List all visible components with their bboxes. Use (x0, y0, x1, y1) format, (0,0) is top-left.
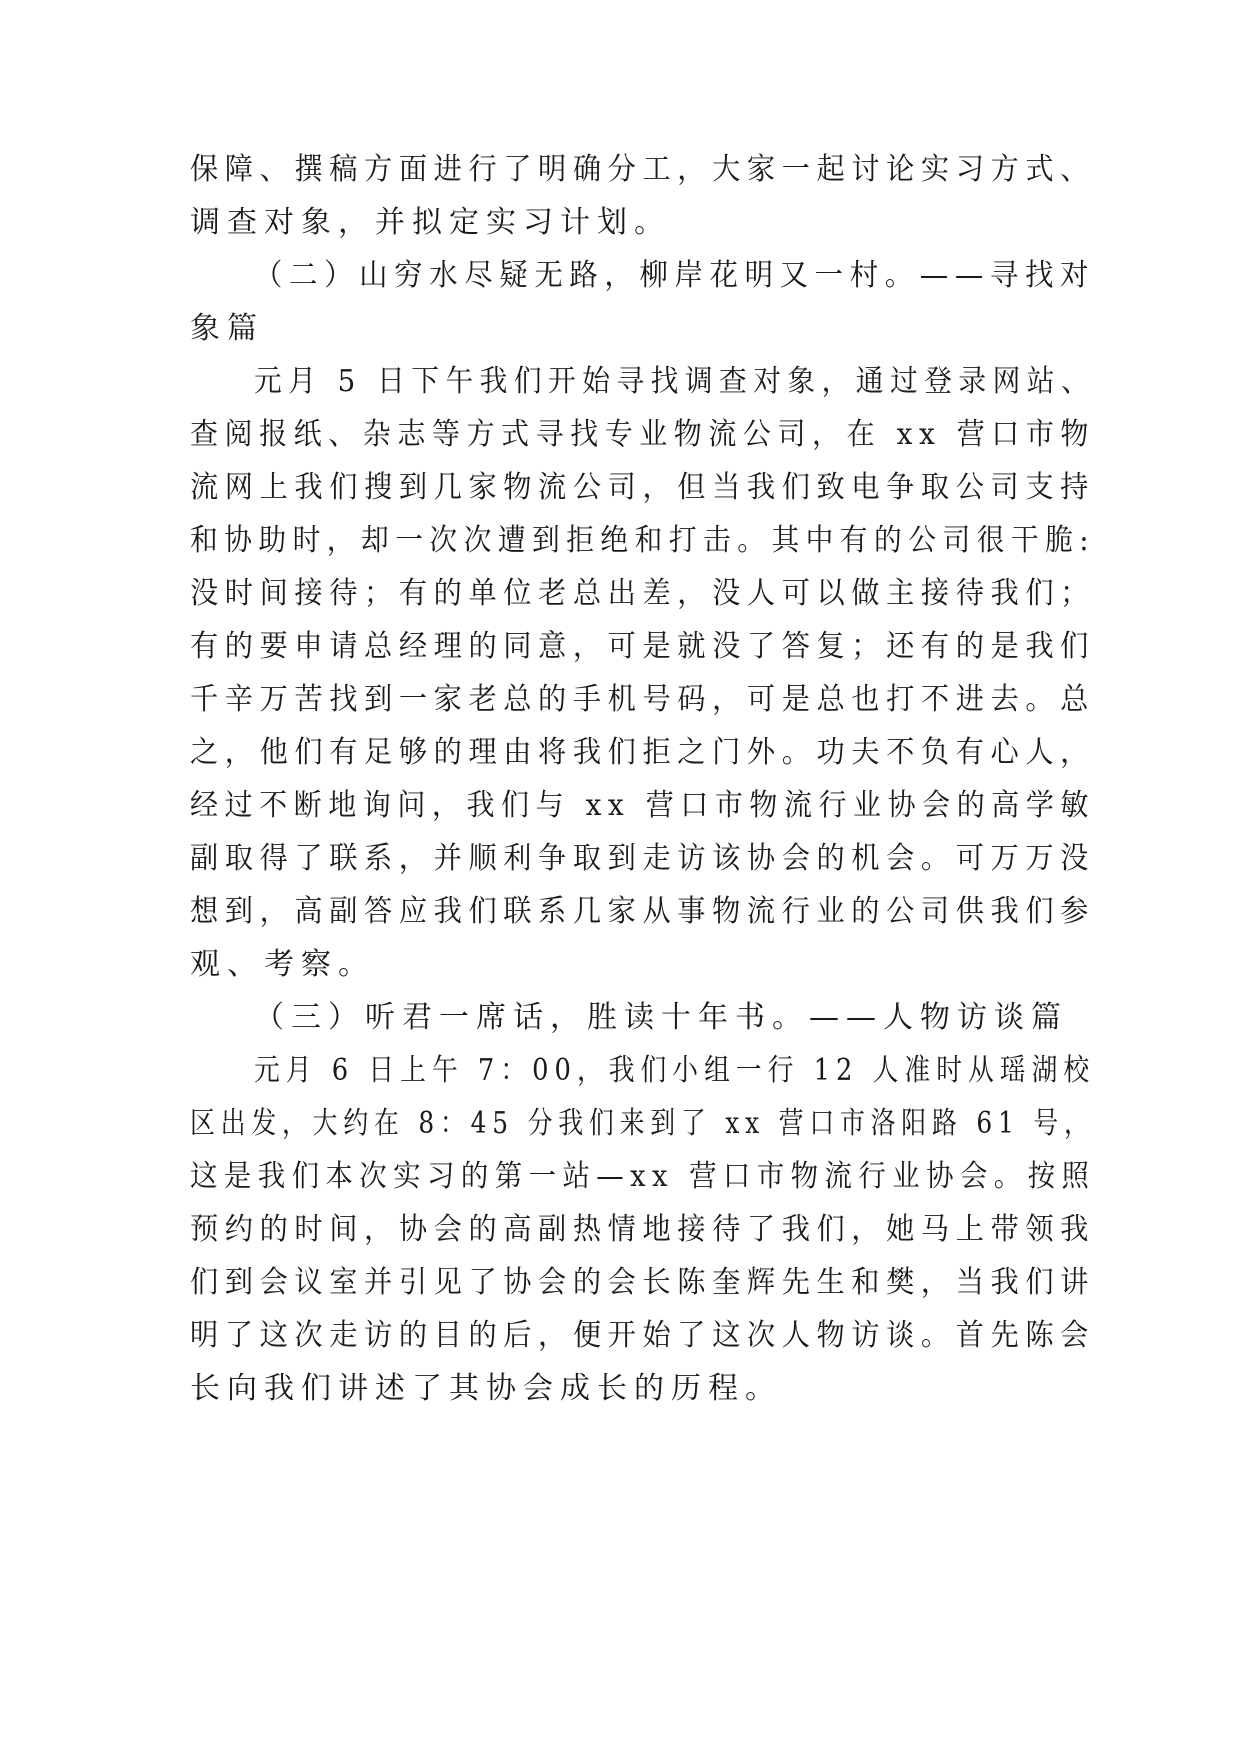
section-heading: （三）听君一席话，胜读十年书。——人物访谈篇 (254, 1000, 1068, 1035)
text-line: 之，他们有足够的理由将我们拒之门外。功夫不负有心人， (190, 735, 1095, 770)
text-line: 流网上我们搜到几家物流公司，但当我们致电争取公司支持 (190, 470, 1095, 505)
text-line: 长向我们讲述了其协会成长的历程。 (190, 1371, 782, 1406)
text-line: 调查对象，并拟定实习计划。 (190, 205, 671, 240)
text-line: 保障、撰稿方面进行了明确分工，大家一起讨论实习方式、 (190, 152, 1095, 187)
text-line: 区出发，大约在 8：45 分我们来到了 xx 营口市洛阳路 61 号， (190, 1106, 1095, 1141)
text-line: 没时间接待；有的单位老总出差，没人可以做主接待我们； (190, 576, 1095, 611)
text-line: 和协助时，却一次次遭到拒绝和打击。其中有的公司很干脆: (190, 523, 1096, 558)
text-line: 元月 6 日上午 7：00，我们小组一行 12 人准时从瑶湖校 (254, 1053, 1096, 1088)
text-line: 们到会议室并引见了协会的会长陈奎辉先生和樊，当我们讲 (190, 1265, 1095, 1300)
text-line: 这是我们本次实习的第一站—xx 营口市物流行业协会。按照 (190, 1159, 1096, 1194)
text-line: 元月 5 日下午我们开始寻找调查对象，通过登录网站、 (254, 364, 1096, 399)
text-line: 明了这次走访的目的后，便开始了这次人物访谈。首先陈会 (190, 1318, 1095, 1353)
section-heading-continued: 象篇 (190, 311, 264, 346)
text-line: 千辛万苦找到一家老总的手机号码，可是总也打不进去。总 (190, 682, 1095, 717)
text-line: 观、考察。 (190, 947, 375, 982)
text-line: 预约的时间，协会的高副热情地接待了我们，她马上带领我 (190, 1212, 1095, 1247)
text-line: 想到，高副答应我们联系几家从事物流行业的公司供我们参 (190, 894, 1095, 929)
text-line: 经过不断地询问，我们与 xx 营口市物流行业协会的高学敏 (190, 788, 1095, 823)
section-heading: （二）山穷水尽疑无路，柳岸花明又一村。——寻找对 (254, 258, 1096, 293)
text-line: 有的要申请总经理的同意，可是就没了答复；还有的是我们 (190, 629, 1095, 664)
text-line: 查阅报纸、杂志等方式寻找专业物流公司，在 xx 营口市物 (190, 417, 1095, 452)
text-line: 副取得了联系，并顺利争取到走访该协会的机会。可万万没 (190, 841, 1095, 876)
